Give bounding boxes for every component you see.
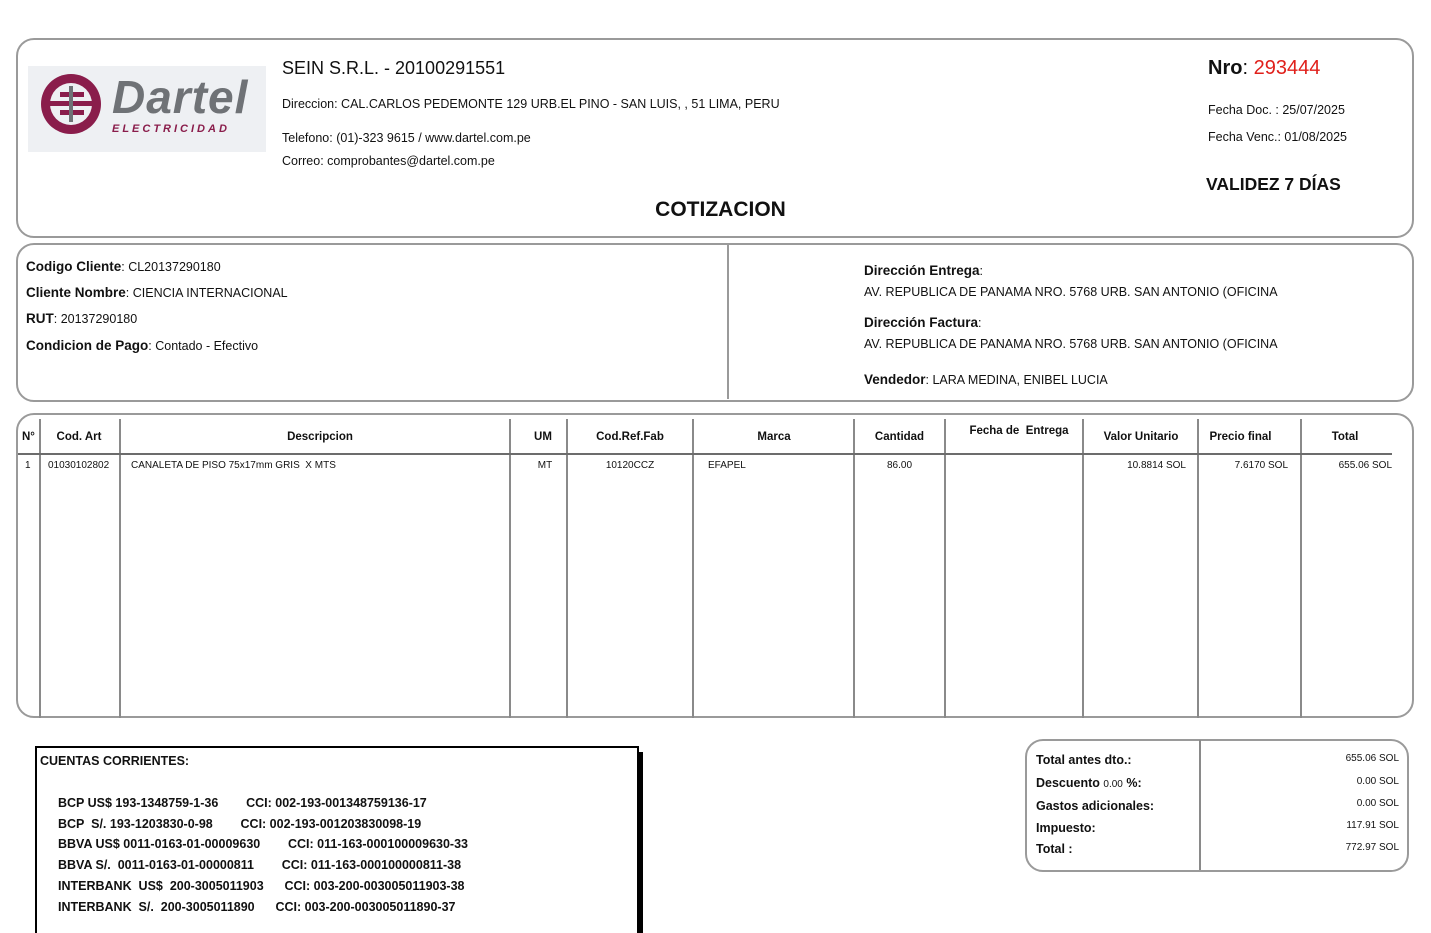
client-name-row: Cliente Nombre: CIENCIA INTERNACIONAL xyxy=(26,285,288,300)
company-email: Correo: comprobantes@dartel.com.pe xyxy=(282,154,495,168)
column-divider xyxy=(119,419,121,718)
seller-row: Vendedor: LARA MEDINA, ENIBEL LUCIA xyxy=(864,372,1108,387)
seller-label: Vendedor xyxy=(864,372,926,387)
cell-total: 655.06 SOL xyxy=(1338,460,1392,471)
bank-account-line: INTERBANK US$ 200-3005011903 CCI: 003-200-003005011903-38 xyxy=(58,879,465,893)
totals-divider xyxy=(1199,740,1201,870)
client-name-value: CIENCIA INTERNACIONAL xyxy=(132,286,288,300)
company-address: Direccion: CAL.CARLOS PEDEMONTE 129 URB.EL PINO - SAN LUIS, , 51 LIMA, PERU xyxy=(282,97,780,111)
col-header-precio-final: Precio final xyxy=(1209,431,1272,443)
discount-suffix: %: xyxy=(1126,776,1142,790)
client-name-label: Cliente Nombre xyxy=(26,285,126,300)
cell-descripcion: CANALETA DE PISO 75x17mm GRIS X MTS xyxy=(131,460,336,471)
col-header-cantidad: Cantidad xyxy=(874,431,925,443)
bank-accounts-box-shadow xyxy=(638,752,643,933)
cell-precio-final: 7.6170 SOL xyxy=(1234,460,1288,471)
client-rut-row: RUT: 20137290180 xyxy=(26,311,138,326)
seller-value: LARA MEDINA, ENIBEL LUCIA xyxy=(932,373,1108,387)
client-rut-value: 20137290180 xyxy=(60,312,138,326)
payment-condition-value: Contado - Efectivo xyxy=(155,339,259,353)
client-code-label: Codigo Cliente xyxy=(26,259,122,274)
company-logo xyxy=(28,66,266,152)
column-divider xyxy=(39,419,41,718)
client-code-value: CL20137290180 xyxy=(128,260,221,274)
bank-account-line: BCP S/. 193-1203830-0-98 CCI: 002-193-001203830098-19 xyxy=(58,817,422,831)
subtotal-label: Total antes dto.: xyxy=(1036,753,1132,767)
delivery-address-label: Dirección Entrega xyxy=(864,263,980,278)
col-header-cod-art: Cod. Art xyxy=(56,431,102,443)
discount-value: 0.00 SOL xyxy=(1356,776,1399,787)
cell-valor-unitario: 10.8814 SOL xyxy=(1127,460,1186,471)
document-title: COTIZACION xyxy=(655,198,786,221)
col-header-cod-ref-fab: Cod.Ref.Fab xyxy=(596,431,664,443)
table-header-rule xyxy=(18,453,1392,455)
payment-condition-row: Condicion de Pago: Contado - Efectivo xyxy=(26,338,259,353)
bank-accounts-title: CUENTAS CORRIENTES: xyxy=(40,754,190,768)
cell-n: 1 xyxy=(25,460,31,471)
document-number-value: 293444 xyxy=(1253,57,1321,79)
extra-charges-label: Gastos adicionales: xyxy=(1036,799,1155,813)
delivery-address-label-row: Dirección Entrega: xyxy=(864,263,984,278)
col-header-total: Total xyxy=(1331,431,1359,443)
bank-account-line: BCP US$ 193-1348759-1-36 CCI: 002-193-001348759136-17 xyxy=(58,796,427,810)
discount-label: Descuento xyxy=(1036,776,1100,790)
cell-cod-ref-fab: 10120CCZ xyxy=(605,460,655,471)
document-date: Fecha Doc. : 25/07/2025 xyxy=(1208,103,1345,117)
client-panel xyxy=(16,243,1414,402)
discount-label-row xyxy=(1036,776,1142,790)
tax-value: 117.91 SOL xyxy=(1346,820,1399,831)
document-number-label: Nro xyxy=(1208,57,1243,79)
col-header-valor-unitario: Valor Unitario xyxy=(1103,431,1179,443)
validity-notice: VALIDEZ 7 DÍAS xyxy=(1206,174,1341,194)
logo-wordmark: Dartel xyxy=(112,71,249,123)
cell-um: MT xyxy=(537,460,553,471)
client-panel-divider xyxy=(727,243,729,399)
document-number-colon: : xyxy=(1242,57,1254,79)
col-header-fecha-entrega: Fecha de Entrega xyxy=(969,425,1069,437)
items-table xyxy=(16,413,1414,718)
company-name: SEIN S.R.L. - 20100291551 xyxy=(282,58,506,78)
bank-account-line: INTERBANK S/. 200-3005011890 CCI: 003-200-003005011890-37 xyxy=(58,900,456,914)
grand-total-value: 772.97 SOL xyxy=(1345,842,1399,853)
client-code-row: Codigo Cliente: CL20137290180 xyxy=(26,259,221,274)
col-header-marca: Marca xyxy=(757,431,791,443)
document-number xyxy=(1208,57,1320,80)
tax-label: Impuesto: xyxy=(1036,821,1096,835)
billing-address-value: AV. REPUBLICA DE PANAMA NRO. 5768 URB. SAN ANTONIO (OFICINA xyxy=(864,337,1278,351)
grand-total-label: Total : xyxy=(1036,842,1073,856)
cell-marca: EFAPEL xyxy=(708,460,746,471)
logo-tagline: ELECTRICIDAD xyxy=(112,123,230,135)
company-phone: Telefono: (01)-323 9615 / www.dartel.com.pe xyxy=(282,131,531,145)
payment-condition-label: Condicion de Pago xyxy=(26,338,149,353)
cell-cod-art: 01030102802 xyxy=(48,460,110,471)
col-header-n: N° xyxy=(22,431,35,443)
col-header-descripcion: Descripcion xyxy=(287,431,353,443)
cell-cantidad: 86.00 xyxy=(886,460,913,471)
client-rut-label: RUT xyxy=(26,311,54,326)
due-date: Fecha Venc.: 01/08/2025 xyxy=(1208,130,1347,144)
discount-percent: 0.00 xyxy=(1103,779,1123,790)
subtotal-value: 655.06 SOL xyxy=(1345,753,1399,764)
col-header-um: UM xyxy=(534,431,552,443)
bank-account-line: BBVA S/. 0011-0163-01-00000811 CCI: 011-163-000100000811-38 xyxy=(58,858,462,872)
delivery-address-value: AV. REPUBLICA DE PANAMA NRO. 5768 URB. SAN ANTONIO (OFICINA xyxy=(864,285,1278,299)
billing-address-label: Dirección Factura xyxy=(864,315,979,330)
extra-charges-value: 0.00 SOL xyxy=(1356,798,1399,809)
bank-account-line: BBVA US$ 0011-0163-01-00009630 CCI: 011-163-000100009630-33 xyxy=(58,837,469,851)
billing-address-label-row: Dirección Factura: xyxy=(864,315,982,330)
